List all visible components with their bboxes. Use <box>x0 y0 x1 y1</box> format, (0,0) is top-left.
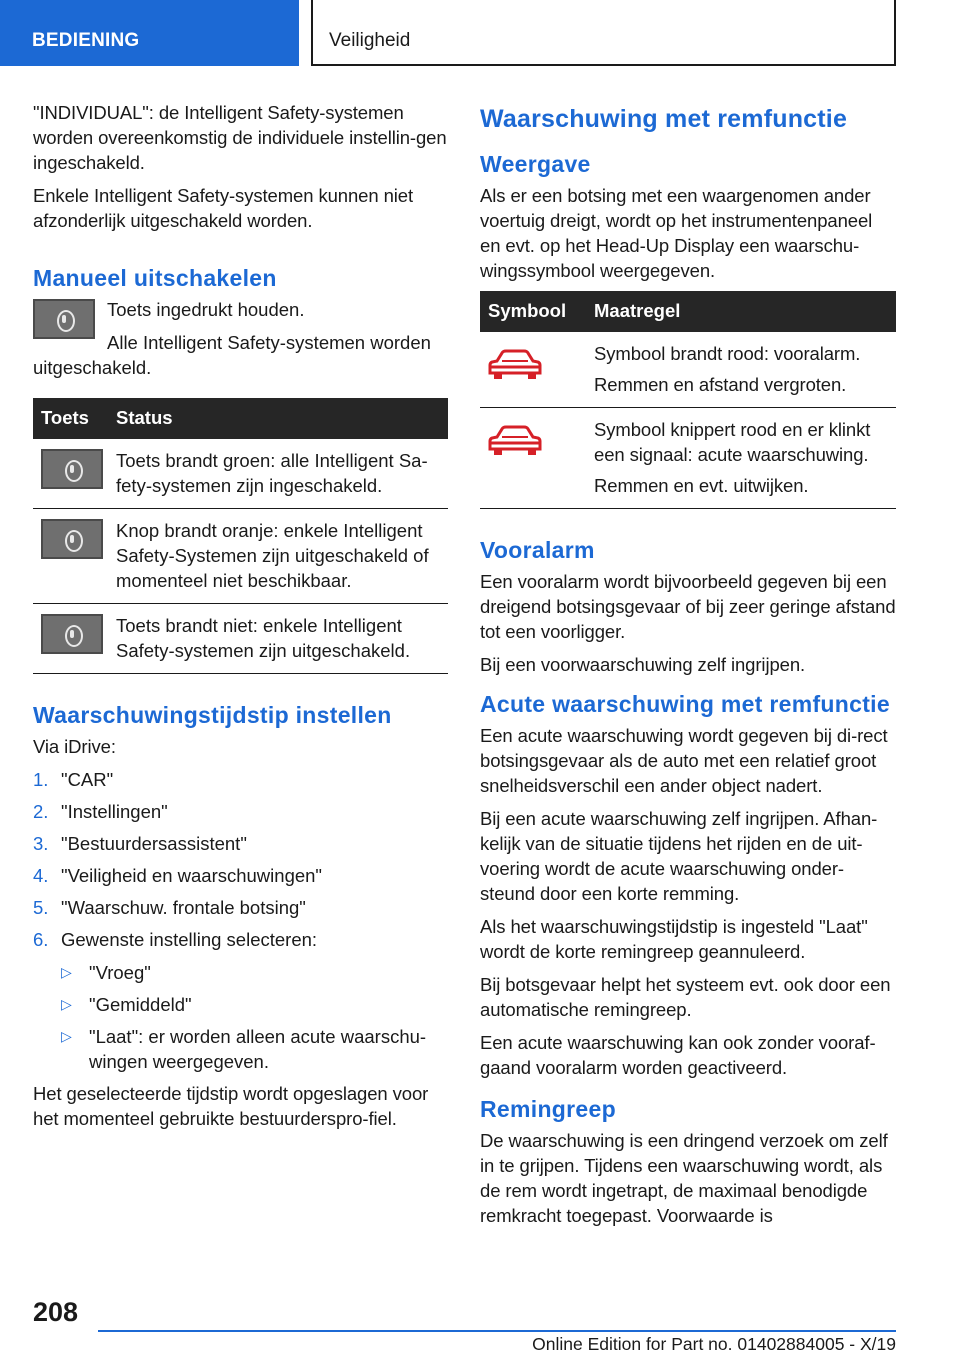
car-warning-icon <box>488 347 542 381</box>
safety-button-off-icon <box>41 614 103 654</box>
brake-paragraph: De waarschuwing is een dringend verzoek om zelf in te grijpen. Tijdens een waarschuwing wordt, als de rem wordt ingetrapt, de maximaal benodigde remkracht toegepast. Voorwaarde is <box>480 1130 888 1226</box>
safety-button-icon <box>33 299 95 339</box>
acute-heading: Acute waarschuwing met remfunctie <box>480 691 890 717</box>
manual-line-2: Alle Intelligent Safety-systemen worden uitgeschakeld. <box>33 332 431 378</box>
col-header-symbool: Symbool <box>480 291 586 332</box>
prealarm-heading: Vooralarm <box>480 537 595 563</box>
intro-paragraph-2: Enkele Intelligent Safety-systemen kunnen niet afzonderlijk uitgeschakeld worden. <box>33 185 414 231</box>
manual-block <box>33 297 448 380</box>
table-row <box>33 604 448 674</box>
col-header-toets: Toets <box>33 398 108 439</box>
table-header-row <box>33 398 448 439</box>
list-item: 6. Gewenste instelling selecteren: <box>33 929 318 950</box>
main-heading: Waarschuwing met remfunctie <box>480 105 848 133</box>
prealarm-paragraph-2: Bij een voorwaarschuwing zelf ingrijpen. <box>480 654 806 675</box>
list-item: ▷ "Laat": er worden alleen acute waarschu-wingen weergegeven. <box>61 1026 427 1072</box>
measure-text: Symbool knippert rood en er klinkt een signaal: acute waarschuwing. <box>594 419 871 465</box>
section-tab: BEDIENING <box>0 0 299 66</box>
manual-heading: Manueel uitschakelen <box>33 265 277 291</box>
list-item: 1. "CAR" <box>33 769 114 790</box>
prealarm-paragraph-1: Een vooralarm wordt bijvoorbeeld gegeven bij een dreigend botsingsgevaar of bij zeer geringe afstand tot een voorligger. <box>480 571 896 642</box>
right-column <box>480 100 896 1236</box>
outro-paragraph: Het geselecteerde tijdstip wordt opgeslagen voor het momenteel gebruikte bestuurderspro-fiel. <box>33 1083 429 1129</box>
table-row <box>480 408 896 509</box>
measure-text: Remmen en evt. uitwijken. <box>594 475 809 496</box>
triangle-bullet-icon: ▷ <box>61 996 72 1012</box>
timing-heading: Waarschuwingstijdstip instellen <box>33 702 392 728</box>
status-text: Toets brandt groen: alle Intelligent Sa-fety-systemen zijn ingeschakeld. <box>108 439 448 509</box>
acute-paragraph-1: Een acute waarschuwing wordt gegeven bij di-rect botsingsgevaar als de auto met een relatief groot snelheidsverschil een ander object nadert. <box>480 725 888 796</box>
acute-paragraph-4: Bij botsgevaar helpt het systeem evt. ook door een automatische remingreep. <box>480 974 891 1020</box>
measure-text: Remmen en afstand vergroten. <box>594 374 847 395</box>
acute-paragraph-3: Als het waarschuwingstijdstip is ingesteld "Laat" wordt de korte remingreep geannuleerd. <box>480 916 868 962</box>
car-warning-icon <box>488 423 542 457</box>
chapter-title: Veiligheid <box>311 0 896 66</box>
table-header-row <box>480 291 896 332</box>
button-status-table <box>33 398 448 674</box>
display-heading: Weergave <box>480 151 591 177</box>
footer-divider <box>98 1330 896 1332</box>
measure-text: Symbool brandt rood: vooralarm. <box>594 343 861 364</box>
status-text: Toets brandt niet: enkele Intelligent Safety-systemen zijn uitgeschakeld. <box>108 604 448 674</box>
intro-paragraph-1: "INDIVIDUAL": de Intelligent Safety-systemen worden overeenkomstig de individuele instellin-gen ingeschakeld. <box>33 102 447 173</box>
table-row <box>33 509 448 604</box>
safety-button-orange-icon <box>41 519 103 559</box>
steps-list <box>33 767 448 952</box>
edition-text: Online Edition for Part no. 01402884005 - X/19 <box>532 1334 896 1354</box>
manual-line-1: Toets ingedrukt houden. <box>107 299 305 320</box>
list-item: 4. "Veiligheid en waarschuwingen" <box>33 865 322 886</box>
col-header-status: Status <box>108 398 448 439</box>
safety-button-green-icon <box>41 449 103 489</box>
status-text: Knop brandt oranje: enkele Intelligent Safety-Systemen zijn uitgeschakeld of momenteel niet beschikbaar. <box>108 509 448 604</box>
table-row <box>480 332 896 408</box>
page-header <box>0 0 960 66</box>
table-row <box>33 439 448 509</box>
list-item: 3. "Bestuurdersassistent" <box>33 833 247 854</box>
left-column <box>33 100 448 1139</box>
via-idrive: Via iDrive: <box>33 736 116 757</box>
col-header-maatregel: Maatregel <box>586 291 896 332</box>
triangle-bullet-icon: ▷ <box>61 964 72 980</box>
triangle-bullet-icon: ▷ <box>61 1028 72 1044</box>
list-item: 2. "Instellingen" <box>33 801 168 822</box>
page-number: 208 <box>33 1297 79 1327</box>
display-paragraph: Als er een botsing met een waargenomen ander voertuig dreigt, wordt op het instrumentenpaneel en evt. op het Head-Up Display een waarschu-wingssymbool weergegeven. <box>480 185 873 281</box>
acute-paragraph-5: Een acute waarschuwing kan ook zonder vooraf-gaand vooralarm worden geactiveerd. <box>480 1032 876 1078</box>
list-item: ▷ "Vroeg" <box>61 962 151 983</box>
acute-paragraph-2: Bij een acute waarschuwing zelf ingrijpen. Afhan-kelijk van de situatie tijdens het rijden en de uit-voering wordt de acute waarschuwing onder-steund door een korte remming. <box>480 808 878 904</box>
symbol-table <box>480 291 896 509</box>
substeps-list <box>61 960 448 1074</box>
brake-heading: Remingreep <box>480 1096 616 1122</box>
list-item: 5. "Waarschuw. frontale botsing" <box>33 897 306 918</box>
list-item: ▷ "Gemiddeld" <box>61 994 192 1015</box>
